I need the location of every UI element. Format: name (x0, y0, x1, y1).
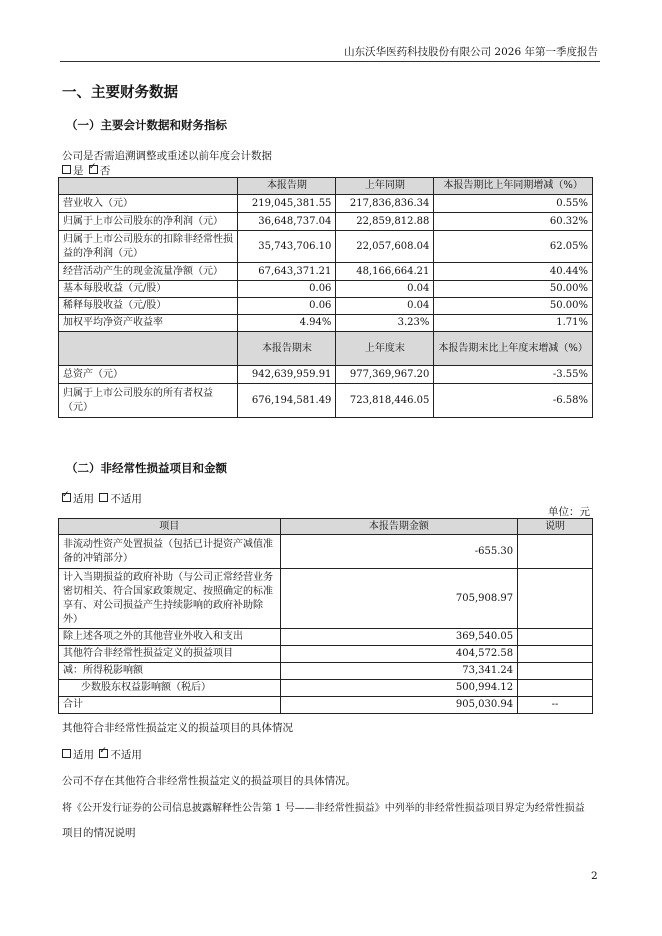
table-row (59, 195, 593, 213)
cell-prior: 48,166,664.21 (336, 263, 434, 281)
header2-blank (59, 332, 238, 366)
row-label: 加权平均净资产收益率 (59, 315, 238, 332)
applicable-options (62, 491, 142, 506)
explain-line-2: 项目的情况说明 (62, 827, 136, 839)
header-item: 项目 (59, 519, 281, 535)
restate-question: 公司是否需追溯调整或重述以前年度会计数据 (62, 150, 272, 162)
table-row (59, 384, 593, 418)
cell-change: 60.32% (434, 213, 593, 231)
cell-prior: 723,818,446.05 (336, 384, 434, 418)
cell-prior: 217,836,836.34 (336, 195, 434, 213)
item-note: -- (518, 697, 593, 714)
item-amount: 705,908.97 (280, 569, 518, 629)
other-items-text: 公司不存在其他符合非经常性损益定义的损益项目的具体情况。 (62, 775, 356, 787)
financial-data-table (58, 177, 593, 418)
cell-prior: 22,057,608.04 (336, 231, 434, 263)
item-label: 非流动性资产处置损益（包括已计提资产减值准备的冲销部分） (59, 535, 281, 569)
cell-change: 40.44% (434, 263, 593, 281)
table-row (59, 366, 593, 384)
checkbox-empty-icon[interactable] (62, 165, 71, 174)
section-title: 一、主要财务数据 (62, 85, 178, 101)
item-note (518, 535, 593, 569)
item-label: 其他符合非经常性损益定义的损益项目 (59, 646, 281, 663)
other-items-options (62, 747, 142, 762)
header-current: 本报告期 (238, 178, 336, 195)
table-row (59, 263, 593, 281)
cell-change: 50.00% (434, 281, 593, 298)
header-blank (59, 178, 238, 195)
table-row (59, 281, 593, 298)
item-amount: 500,994.12 (280, 680, 518, 697)
item-amount: 73,341.24 (280, 663, 518, 680)
item-label: 除上述各项之外的其他营业外收入和支出 (59, 629, 281, 646)
table-row (59, 569, 593, 629)
explain-line-1: 将《公开发行证券的公司信息披露解释性公告第 1 号——非经常性损益》中列举的非经常性损益项目界定为经常性损益 (62, 803, 585, 814)
page-number: 2 (591, 870, 598, 882)
header2-prior: 上年度末 (336, 332, 434, 366)
item-note (518, 680, 593, 697)
cell-current: 219,045,381.55 (238, 195, 336, 213)
cell-change: 62.05% (434, 231, 593, 263)
cell-change: -6.58% (434, 384, 593, 418)
header-divider (60, 61, 600, 62)
cell-current: 35,743,706.10 (238, 231, 336, 263)
option-not-applicable-label: 不适用 (110, 749, 142, 761)
cell-current: 942,639,959.91 (238, 366, 336, 384)
table-row (59, 535, 593, 569)
row-label: 归属于上市公司股东的扣除非经常性损益的净利润（元） (59, 231, 238, 263)
cell-prior: 977,369,967.20 (336, 366, 434, 384)
cell-current: 0.06 (238, 281, 336, 298)
cell-change: 1.71% (434, 315, 593, 332)
row-label: 营业收入（元） (59, 195, 238, 213)
subsection-title-1: （一）主要会计数据和财务指标 (66, 118, 227, 132)
row-label: 经营活动产生的现金流量净额（元） (59, 263, 238, 281)
item-note (518, 663, 593, 680)
table-row (59, 629, 593, 646)
table-row (59, 298, 593, 315)
non-recurring-items-table (58, 518, 593, 714)
page-header: 山东沃华医药科技股份有限公司 2026 年第一季度报告 (344, 46, 598, 58)
unit-label: 单位：元 (548, 506, 590, 518)
table-row (59, 680, 593, 697)
item-note (518, 569, 593, 629)
option-no-label: 否 (99, 165, 111, 177)
cell-current: 36,648,737.04 (238, 213, 336, 231)
table-row (59, 697, 593, 714)
option-applicable-label: 适用 (73, 493, 94, 505)
table-row (59, 213, 593, 231)
cell-change: -3.55% (434, 366, 593, 384)
item-label: 少数股东权益影响额（税后） (59, 680, 281, 697)
cell-change: 50.00% (434, 298, 593, 315)
item-note (518, 646, 593, 663)
header2-change: 本报告期末比上年度末增减（%） (434, 332, 593, 366)
option-yes-label: 是 (73, 165, 84, 177)
row-label: 稀释每股收益（元/股） (59, 298, 238, 315)
restate-options (62, 163, 110, 178)
subsection-title-2: （二）非经常性损益项目和金额 (66, 461, 227, 475)
cell-current: 67,643,371.21 (238, 263, 336, 281)
cell-current: 4.94% (238, 315, 336, 332)
checkbox-checked-icon[interactable] (89, 165, 98, 174)
option-applicable-label: 适用 (73, 749, 94, 761)
header-note: 说明 (518, 519, 593, 535)
item-label: 合计 (59, 697, 281, 714)
header-amount: 本报告期金额 (280, 519, 518, 535)
checkbox-empty-icon[interactable] (99, 493, 108, 502)
cell-prior: 0.04 (336, 281, 434, 298)
item-amount: 905,030.94 (280, 697, 518, 714)
item-amount: -655.30 (280, 535, 518, 569)
item-label: 减：所得税影响额 (59, 663, 281, 680)
table-row (59, 315, 593, 332)
row-label: 归属于上市公司股东的净利润（元） (59, 213, 238, 231)
header2-current: 本报告期末 (238, 332, 336, 366)
table-row (59, 646, 593, 663)
checkbox-checked-icon[interactable] (62, 493, 71, 502)
cell-change: 0.55% (434, 195, 593, 213)
header-prior: 上年同期 (336, 178, 434, 195)
checkbox-empty-icon[interactable] (62, 749, 71, 758)
checkbox-checked-icon[interactable] (99, 749, 108, 758)
option-not-applicable-label: 不适用 (110, 493, 142, 505)
cell-prior: 22,859,812.88 (336, 213, 434, 231)
item-label: 计入当期损益的政府补助（与公司正常经营业务密切相关、符合国家政策规定、按照确定的标准享有、对公司损益产生持续影响的政府补助除外） (59, 569, 281, 629)
header-change: 本报告期比上年同期增减（%） (434, 178, 593, 195)
other-items-title: 其他符合非经常性损益定义的损益项目的具体情况 (62, 722, 293, 734)
row-label: 基本每股收益（元/股） (59, 281, 238, 298)
table-row (59, 231, 593, 263)
item-note (518, 629, 593, 646)
cell-prior: 0.04 (336, 298, 434, 315)
row-label: 归属于上市公司股东的所有者权益（元） (59, 384, 238, 418)
cell-prior: 3.23% (336, 315, 434, 332)
cell-current: 0.06 (238, 298, 336, 315)
item-amount: 404,572.58 (280, 646, 518, 663)
row-label: 总资产（元） (59, 366, 238, 384)
table-row (59, 663, 593, 680)
item-amount: 369,540.05 (280, 629, 518, 646)
cell-current: 676,194,581.49 (238, 384, 336, 418)
